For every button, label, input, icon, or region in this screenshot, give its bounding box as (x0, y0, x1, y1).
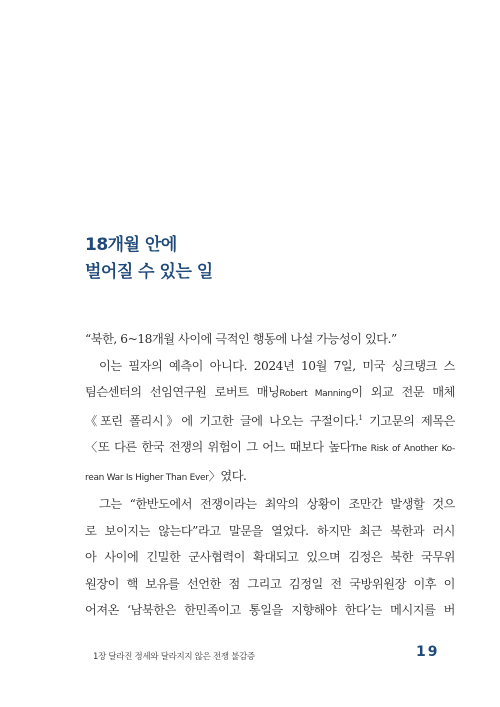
text-segment: 팀슨센터의 선임연구원 로버트 매닝 (85, 385, 280, 399)
paragraph-2-line-2 (85, 379, 455, 408)
paragraph-2-line-1: 이는 필자의 예측이 아니다. 2024년 10월 7일, 미국 싱크탱크 스 (99, 358, 455, 373)
page-number: 19 (416, 644, 440, 660)
author-name-latin: Robert Manning (279, 389, 352, 399)
paragraph-3-line-3: 아 사이에 긴밀한 군사협력이 확대되고 있으며 김정은 북한 국무위 (85, 550, 455, 564)
paragraph-3-line-2: 로 보이지는 않는다”라고 말문을 열었다. 하지만 최근 북한과 러시 (85, 523, 455, 538)
paragraph-2-line-4 (85, 434, 455, 463)
paragraph-3-line-1: 그는 “한반도에서 전쟁이라는 최악의 상황이 조만간 발생할 것으 (99, 497, 455, 511)
footnote-marker: 1 (358, 413, 363, 422)
article-title-latin: The Risk of Another Ko- (350, 444, 455, 454)
section-title (85, 232, 213, 286)
paragraph-2-line-5 (85, 463, 455, 492)
section-title-line-2: 벌어질 수 있는 일 (85, 262, 213, 282)
text-segment: 《포린 폴리시》에 기고한 글에 나오는 구절이다. (85, 413, 359, 428)
running-footer-chapter: 1장 달라진 정세와 달라지지 않은 전쟁 불감증 (93, 652, 255, 662)
body-text (85, 326, 455, 624)
article-title-latin-cont: rean War Is Higher Than Ever (85, 472, 209, 483)
paragraph-2-line-3 (85, 408, 455, 435)
quote-line: “북한, 6~18개월 사이에 극적인 행동에 나설 가능성이 있다.” (85, 332, 397, 346)
paragraph-3-line-5: 어져온 ‘남북한은 한민족이고 통일을 지향해야 한다’는 메시지를 버 (85, 603, 455, 617)
text-segment: 〉였다. (208, 468, 247, 483)
section-title-line-1: 18개월 안에 (85, 235, 177, 255)
paragraph-3-line-4: 원장이 핵 보유를 선언한 점 그리고 김정일 전 국방위원장 이후 이 (85, 576, 455, 591)
text-segment: 기고문의 제목은 (362, 413, 455, 428)
text-segment: 〈또 다른 한국 전쟁의 위험이 그 어느 때보다 높다 (85, 440, 351, 454)
text-segment: 이 외교 전문 매체 (351, 385, 455, 399)
